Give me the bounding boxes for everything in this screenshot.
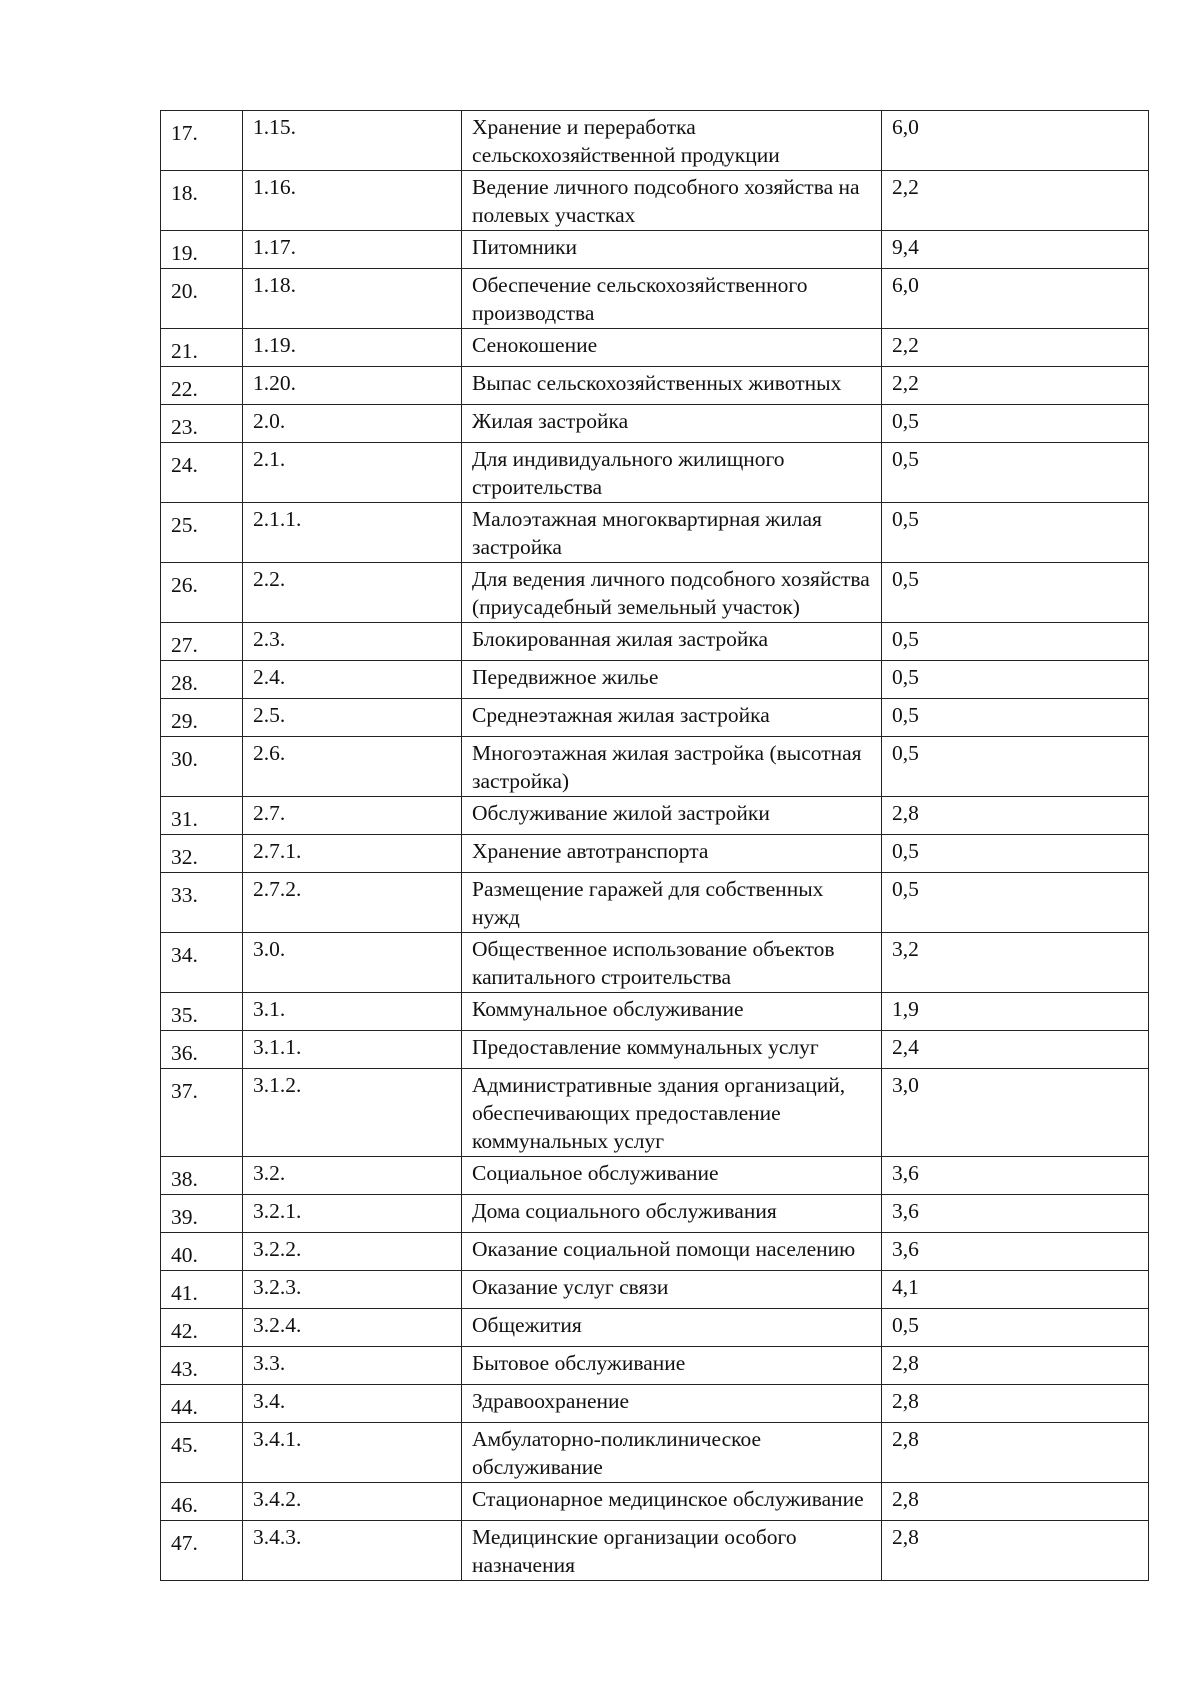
row-number-cell: 45. [161, 1423, 243, 1483]
use-type-cell: Предоставление коммунальных услуг [462, 1031, 882, 1069]
use-type-cell: Хранение автотранспорта [462, 835, 882, 873]
row-number-cell: 41. [161, 1271, 243, 1309]
use-type-cell: Оказание социальной помощи населению [462, 1233, 882, 1271]
table-row [161, 171, 1149, 231]
use-type-cell: Дома социального обслуживания [462, 1195, 882, 1233]
use-type-cell: Многоэтажная жилая застройка (высотная застройка) [462, 737, 882, 797]
table-row [161, 443, 1149, 503]
code-cell: 2.5. [243, 699, 462, 737]
row-number-cell: 43. [161, 1347, 243, 1385]
row-number-cell: 37. [161, 1069, 243, 1157]
coefficient-cell: 6,0 [882, 111, 1149, 171]
code-cell: 1.20. [243, 367, 462, 405]
use-type-cell: Оказание услуг связи [462, 1271, 882, 1309]
land-use-table [160, 110, 1149, 1581]
row-number-cell: 24. [161, 443, 243, 503]
row-number-cell: 36. [161, 1031, 243, 1069]
row-number-cell: 28. [161, 661, 243, 699]
coefficient-cell: 2,8 [882, 1423, 1149, 1483]
row-number-cell: 19. [161, 231, 243, 269]
use-type-cell: Питомники [462, 231, 882, 269]
table-row [161, 661, 1149, 699]
use-type-cell: Передвижное жилье [462, 661, 882, 699]
code-cell: 3.2.4. [243, 1309, 462, 1347]
use-type-cell: Административные здания организаций, обеспечивающих предоставление коммунальных услуг [462, 1069, 882, 1157]
table-row [161, 329, 1149, 367]
code-cell: 3.4.3. [243, 1521, 462, 1581]
coefficient-cell: 9,4 [882, 231, 1149, 269]
table-row [161, 111, 1149, 171]
coefficient-cell: 0,5 [882, 503, 1149, 563]
use-type-cell: Ведение личного подсобного хозяйства на полевых участках [462, 171, 882, 231]
use-type-cell: Медицинские организации особого назначения [462, 1521, 882, 1581]
table-row [161, 1309, 1149, 1347]
coefficient-cell: 0,5 [882, 443, 1149, 503]
table-row [161, 623, 1149, 661]
table-row [161, 269, 1149, 329]
table-row [161, 1233, 1149, 1271]
code-cell: 2.7. [243, 797, 462, 835]
use-type-cell: Выпас сельскохозяйственных животных [462, 367, 882, 405]
code-cell: 2.1.1. [243, 503, 462, 563]
table-body [161, 111, 1149, 1581]
table-row [161, 503, 1149, 563]
code-cell: 2.1. [243, 443, 462, 503]
code-cell: 3.0. [243, 933, 462, 993]
code-cell: 3.2. [243, 1157, 462, 1195]
row-number-cell: 17. [161, 111, 243, 171]
code-cell: 2.7.1. [243, 835, 462, 873]
table-row [161, 563, 1149, 623]
code-cell: 2.4. [243, 661, 462, 699]
row-number-cell: 20. [161, 269, 243, 329]
row-number-cell: 30. [161, 737, 243, 797]
coefficient-cell: 3,0 [882, 1069, 1149, 1157]
coefficient-cell: 3,6 [882, 1195, 1149, 1233]
coefficient-cell: 0,5 [882, 835, 1149, 873]
coefficient-cell: 0,5 [882, 699, 1149, 737]
row-number-cell: 23. [161, 405, 243, 443]
row-number-cell: 26. [161, 563, 243, 623]
row-number-cell: 33. [161, 873, 243, 933]
coefficient-cell: 1,9 [882, 993, 1149, 1031]
coefficient-cell: 2,8 [882, 1347, 1149, 1385]
row-number-cell: 18. [161, 171, 243, 231]
use-type-cell: Обеспечение сельскохозяйственного производства [462, 269, 882, 329]
row-number-cell: 46. [161, 1483, 243, 1521]
row-number-cell: 29. [161, 699, 243, 737]
row-number-cell: 31. [161, 797, 243, 835]
code-cell: 2.6. [243, 737, 462, 797]
table-row [161, 835, 1149, 873]
use-type-cell: Хранение и переработка сельскохозяйственной продукции [462, 111, 882, 171]
table-row [161, 231, 1149, 269]
row-number-cell: 38. [161, 1157, 243, 1195]
coefficient-cell: 2,8 [882, 1385, 1149, 1423]
code-cell: 1.17. [243, 231, 462, 269]
code-cell: 2.3. [243, 623, 462, 661]
coefficient-cell: 3,2 [882, 933, 1149, 993]
coefficient-cell: 6,0 [882, 269, 1149, 329]
table-row [161, 1483, 1149, 1521]
row-number-cell: 27. [161, 623, 243, 661]
use-type-cell: Общественное использование объектов капитального строительства [462, 933, 882, 993]
table-row [161, 1521, 1149, 1581]
row-number-cell: 34. [161, 933, 243, 993]
row-number-cell: 39. [161, 1195, 243, 1233]
use-type-cell: Амбулаторно-поликлиническое обслуживание [462, 1423, 882, 1483]
coefficient-cell: 2,8 [882, 1521, 1149, 1581]
code-cell: 1.15. [243, 111, 462, 171]
use-type-cell: Бытовое обслуживание [462, 1347, 882, 1385]
table-row [161, 699, 1149, 737]
use-type-cell: Для индивидуального жилищного строительства [462, 443, 882, 503]
table-row [161, 737, 1149, 797]
code-cell: 3.1. [243, 993, 462, 1031]
table-row [161, 1385, 1149, 1423]
coefficient-cell: 0,5 [882, 737, 1149, 797]
use-type-cell: Здравоохранение [462, 1385, 882, 1423]
coefficient-cell: 2,8 [882, 797, 1149, 835]
coefficient-cell: 2,4 [882, 1031, 1149, 1069]
table-row [161, 1347, 1149, 1385]
coefficient-cell: 0,5 [882, 405, 1149, 443]
coefficient-cell: 3,6 [882, 1233, 1149, 1271]
row-number-cell: 32. [161, 835, 243, 873]
table-row [161, 1069, 1149, 1157]
coefficient-cell: 2,2 [882, 367, 1149, 405]
code-cell: 3.1.2. [243, 1069, 462, 1157]
use-type-cell: Стационарное медицинское обслуживание [462, 1483, 882, 1521]
coefficient-cell: 0,5 [882, 873, 1149, 933]
use-type-cell: Обслуживание жилой застройки [462, 797, 882, 835]
use-type-cell: Среднеэтажная жилая застройка [462, 699, 882, 737]
coefficient-cell: 0,5 [882, 1309, 1149, 1347]
coefficient-cell: 0,5 [882, 563, 1149, 623]
code-cell: 3.3. [243, 1347, 462, 1385]
coefficient-cell: 3,6 [882, 1157, 1149, 1195]
use-type-cell: Социальное обслуживание [462, 1157, 882, 1195]
code-cell: 3.4. [243, 1385, 462, 1423]
row-number-cell: 21. [161, 329, 243, 367]
code-cell: 3.2.3. [243, 1271, 462, 1309]
table-row [161, 1195, 1149, 1233]
row-number-cell: 22. [161, 367, 243, 405]
table-row [161, 1157, 1149, 1195]
use-type-cell: Размещение гаражей для собственных нужд [462, 873, 882, 933]
code-cell: 2.0. [243, 405, 462, 443]
code-cell: 3.4.1. [243, 1423, 462, 1483]
use-type-cell: Сенокошение [462, 329, 882, 367]
table-row [161, 1271, 1149, 1309]
row-number-cell: 35. [161, 993, 243, 1031]
row-number-cell: 42. [161, 1309, 243, 1347]
table-row [161, 797, 1149, 835]
coefficient-cell: 2,2 [882, 329, 1149, 367]
table-row [161, 933, 1149, 993]
coefficient-cell: 2,2 [882, 171, 1149, 231]
use-type-cell: Жилая застройка [462, 405, 882, 443]
table-row [161, 405, 1149, 443]
use-type-cell: Общежития [462, 1309, 882, 1347]
code-cell: 1.19. [243, 329, 462, 367]
table-row [161, 1031, 1149, 1069]
code-cell: 1.16. [243, 171, 462, 231]
code-cell: 3.4.2. [243, 1483, 462, 1521]
code-cell: 3.1.1. [243, 1031, 462, 1069]
row-number-cell: 40. [161, 1233, 243, 1271]
row-number-cell: 47. [161, 1521, 243, 1581]
code-cell: 2.7.2. [243, 873, 462, 933]
coefficient-cell: 0,5 [882, 623, 1149, 661]
row-number-cell: 44. [161, 1385, 243, 1423]
coefficient-cell: 0,5 [882, 661, 1149, 699]
table-row [161, 873, 1149, 933]
use-type-cell: Коммунальное обслуживание [462, 993, 882, 1031]
use-type-cell: Для ведения личного подсобного хозяйства (приусадебный земельный участок) [462, 563, 882, 623]
code-cell: 3.2.2. [243, 1233, 462, 1271]
use-type-cell: Малоэтажная многоквартирная жилая застройка [462, 503, 882, 563]
code-cell: 1.18. [243, 269, 462, 329]
coefficient-cell: 4,1 [882, 1271, 1149, 1309]
table-row [161, 367, 1149, 405]
code-cell: 2.2. [243, 563, 462, 623]
table-row [161, 1423, 1149, 1483]
table-row [161, 993, 1149, 1031]
row-number-cell: 25. [161, 503, 243, 563]
code-cell: 3.2.1. [243, 1195, 462, 1233]
use-type-cell: Блокированная жилая застройка [462, 623, 882, 661]
coefficient-cell: 2,8 [882, 1483, 1149, 1521]
